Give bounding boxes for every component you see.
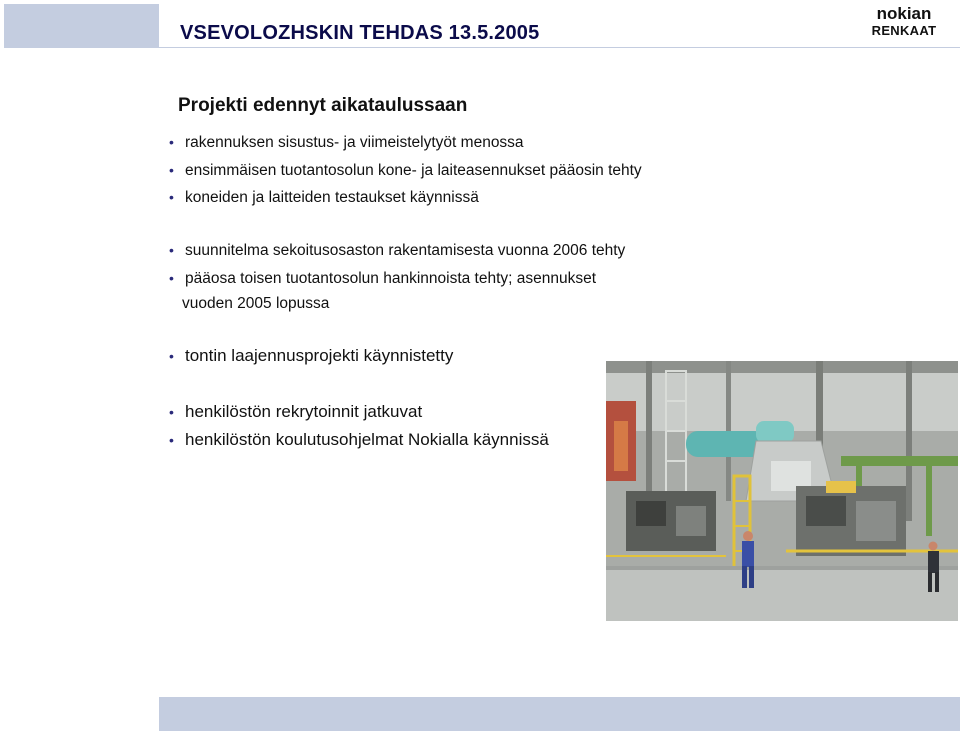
bullet-list-expansion	[168, 342, 453, 370]
slide-title: VSEVOLOZHSKIN TEHDAS 13.5.2005	[180, 22, 540, 44]
bullet-icon: •	[169, 432, 174, 448]
list-item	[168, 342, 453, 370]
list-item-text: suunnitelma sekoitusosaston rakentamisesta vuonna 2006 tehty	[185, 242, 626, 259]
factory-photo-illustration	[606, 361, 958, 621]
logo-word-nokian: nokian	[876, 4, 932, 23]
list-item-text: henkilöstön rekrytoinnit jatkuvat	[185, 402, 423, 421]
list-item-text: pääosa toisen tuotantosolun hankinnoista tehty; asennukset	[185, 269, 597, 287]
list-item	[168, 237, 625, 265]
bullet-icon: •	[169, 404, 174, 420]
list-item-text: henkilöstön koulutusohjelmat Nokialla käynnissä	[185, 430, 549, 449]
list-item-text-continuation: vuoden 2005 lopussa	[182, 295, 330, 312]
bullet-list-progress	[168, 129, 642, 212]
bullet-icon: •	[169, 134, 174, 150]
list-item	[168, 157, 642, 185]
header-accent-box	[4, 4, 159, 48]
logo-word-renkaat: RENKAAT	[871, 23, 937, 38]
list-item	[168, 129, 642, 157]
bullet-icon: •	[169, 242, 174, 258]
footer-band	[159, 697, 960, 731]
nokian-renkaat-logo	[850, 4, 958, 38]
list-item	[168, 398, 549, 426]
bullet-icon: •	[169, 269, 174, 286]
header-rule	[159, 47, 960, 48]
list-item	[168, 265, 625, 316]
list-item-text: rakennuksen sisustus- ja viimeistelytyöt menossa	[185, 134, 524, 151]
bullet-list-plans	[168, 237, 625, 315]
list-item-text: koneiden ja laitteiden testaukset käynnissä	[185, 189, 479, 206]
bullet-icon: •	[169, 161, 174, 178]
bullet-icon: •	[169, 189, 174, 205]
factory-photo	[606, 361, 958, 621]
list-item-text: ensimmäisen tuotantosolun kone- ja laiteasennukset pääosin tehty	[185, 161, 642, 179]
list-item-text: tontin laajennusprojekti käynnistetty	[185, 346, 454, 365]
list-item	[168, 426, 549, 454]
bullet-list-personnel	[168, 398, 549, 454]
list-item	[168, 184, 642, 212]
section-heading: Projekti edennyt aikataulussaan	[178, 95, 468, 116]
bullet-icon: •	[169, 348, 174, 364]
